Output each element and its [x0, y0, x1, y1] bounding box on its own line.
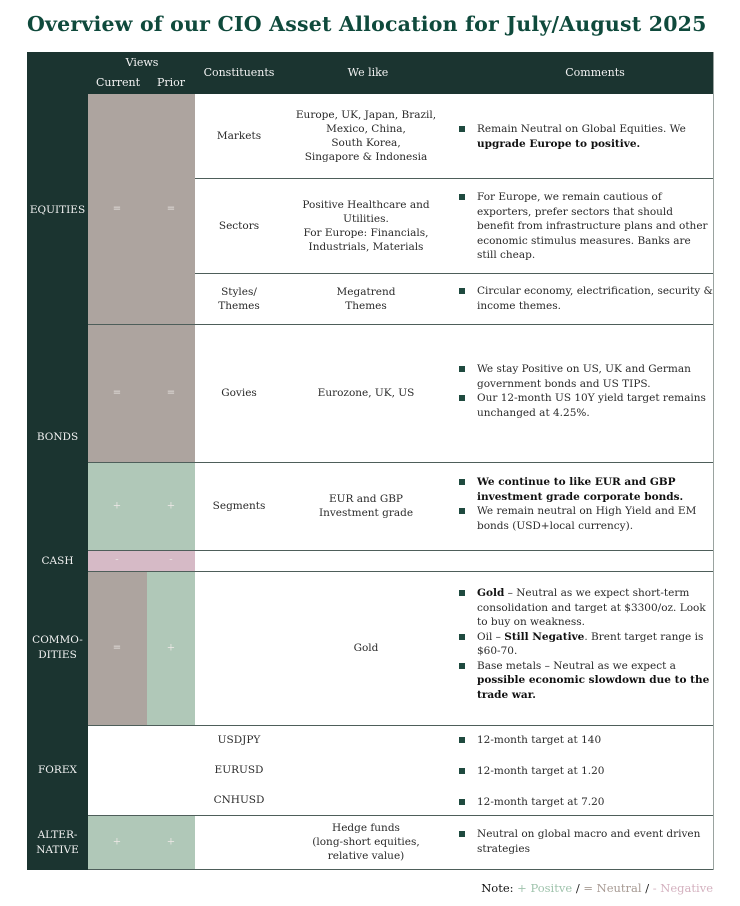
legend-note: [481, 881, 713, 895]
comment-bold-text: We continue to like EUR and GBP investment grade corporate bonds.: [477, 476, 684, 503]
note-negative: - Negative: [652, 881, 713, 895]
equities-prior-view: =: [166, 203, 176, 215]
comment-alternative: [455, 827, 713, 856]
constituent-styles-themes: [218, 285, 260, 313]
constituent-line: Styles/: [221, 286, 257, 298]
comment-text: Base metals – Neutral as we expect a: [477, 659, 676, 672]
we-like-line: (long-short equities,: [312, 836, 420, 848]
comment-bullet: [455, 733, 713, 748]
comment-bullet-oil: [455, 630, 713, 659]
comment-bullet: [455, 391, 713, 420]
forex-pair-usdjpy: USDJPY: [217, 734, 261, 746]
comment-text: Our 12-month US 10Y yield target remains unchanged at 4.25%.: [477, 392, 706, 419]
comment-bullet: [455, 122, 713, 151]
comment-bold-text: upgrade Europe to positive.: [477, 137, 641, 150]
comment-text: We stay Positive on US, UK and German government bonds and US TIPS.: [477, 363, 691, 390]
category-bonds: BONDS: [36, 431, 79, 443]
comment-text: 12-month target at 140: [477, 734, 602, 746]
header-views: Views: [125, 56, 159, 69]
commodities-prior-view: +: [166, 642, 176, 654]
constituent-line: Themes: [218, 300, 260, 312]
category-forex: FOREX: [38, 764, 77, 776]
comment-bullet: [455, 795, 713, 810]
comment-text: 12-month target at 7.20: [477, 796, 605, 808]
note-label: Note:: [481, 881, 514, 895]
category-alternative-line1: ALTER-: [37, 829, 78, 841]
we-like-line: Positive Healthcare and: [302, 199, 430, 211]
commodities-current-view: =: [112, 642, 122, 654]
we-like-line: Industrials, Materials: [308, 241, 424, 253]
header-comments: Comments: [565, 66, 625, 79]
we-like-alternative: [312, 821, 419, 863]
comment-bullet: [455, 764, 713, 779]
we-like-line: EUR and GBP: [328, 493, 403, 505]
constituent-markets: Markets: [216, 130, 262, 142]
note-separator: /: [641, 881, 653, 895]
segments-prior-view: +: [166, 500, 176, 512]
note-neutral: = Neutral: [583, 881, 642, 895]
comment-bullet: [455, 362, 713, 391]
comment-bullet: [455, 190, 713, 263]
we-like-line: Megatrend: [336, 286, 396, 298]
comment-forex-eurusd: [455, 764, 713, 779]
forex-pair-eurusd: EURUSD: [214, 764, 264, 776]
comment-bold-text: Gold: [477, 587, 505, 599]
comment-commodities: [455, 586, 713, 702]
comment-bullet-gold: [455, 586, 713, 630]
note-separator: /: [572, 881, 584, 895]
comment-markets: [455, 122, 713, 151]
comment-bullet-metals: [455, 659, 713, 703]
we-like-line: relative value): [327, 850, 405, 862]
we-like-styles: [337, 285, 396, 313]
we-like-markets: [296, 108, 436, 164]
comment-text: Remain Neutral on Global Equities. We: [477, 123, 686, 135]
comment-sectors: [455, 190, 713, 263]
comment-text: . Brent target range is $60-70.: [477, 630, 704, 657]
comment-bullet: [455, 504, 713, 533]
forex-pair-cnhusd: CNHUSD: [213, 794, 265, 806]
alternative-view-cell: [88, 815, 195, 870]
row-divider: [88, 571, 713, 572]
we-like-line: Singapore & Indonesia: [304, 151, 428, 163]
commodities-prior-cell: [147, 571, 195, 725]
comment-text: Neutral on global macro and event driven strategies: [477, 828, 701, 855]
comment-forex-usdjpy: [455, 733, 713, 748]
comment-text: 12-month target at 1.20: [477, 765, 605, 777]
we-like-line: Hedge funds: [332, 822, 400, 834]
header-current: Current: [95, 76, 141, 89]
category-commodities: [27, 633, 88, 663]
header-we-like: We like: [347, 66, 389, 79]
row-divider: [88, 550, 713, 551]
alternative-current-view: +: [112, 836, 122, 848]
comment-text: – Neutral as we expect short-term consolidation and target at $3300/oz. Look to buy on weakness.: [477, 587, 706, 628]
table-header: [27, 52, 713, 94]
comment-bullet: [455, 284, 713, 313]
we-like-sectors: [302, 198, 429, 254]
page-title: Overview of our CIO Asset Allocation for July/August 2025: [27, 12, 707, 36]
comment-bold-text: possible economic slowdown due to the trade war.: [477, 674, 710, 701]
comment-govies: [455, 362, 713, 420]
comment-styles: [455, 284, 713, 313]
cash-current-view: -: [115, 554, 119, 566]
equities-current-view: =: [112, 203, 122, 215]
we-like-govies: Eurozone, UK, US: [317, 387, 415, 399]
constituent-sectors: Sectors: [218, 220, 260, 232]
comment-text: Oil –: [477, 630, 505, 643]
row-divider: [88, 324, 713, 325]
cash-view-cell: [88, 550, 195, 571]
comment-bold-text: Still Negative: [504, 630, 585, 643]
category-alternative: [27, 828, 88, 858]
comment-forex-cnhusd: [455, 795, 713, 810]
comment-segments: [455, 475, 713, 533]
row-divider: [195, 273, 713, 274]
govies-prior-view: =: [166, 387, 176, 399]
row-divider: [88, 869, 713, 870]
note-positive: + Positve: [517, 881, 573, 895]
we-like-segments: [319, 492, 413, 520]
we-like-line: Europe, UK, Japan, Brazil,: [295, 109, 437, 121]
category-alternative-line2: NATIVE: [36, 844, 79, 856]
category-commodities-line1: COMMO-: [32, 634, 83, 646]
comment-bullet: [455, 475, 713, 504]
equities-view-cell: [88, 94, 195, 324]
category-cash: CASH: [41, 555, 74, 567]
commodities-current-cell: [88, 571, 147, 725]
comment-text: We remain neutral on High Yield and EM bonds (USD+local currency).: [477, 505, 697, 532]
comment-bullet: [455, 827, 713, 856]
header-prior: Prior: [156, 76, 186, 89]
alternative-prior-view: +: [166, 836, 176, 848]
govies-current-view: =: [112, 387, 122, 399]
we-like-line: Investment grade: [318, 507, 414, 519]
cash-prior-view: -: [169, 554, 173, 566]
row-divider: [88, 815, 713, 816]
category-commodities-line2: DITIES: [38, 649, 77, 661]
we-like-line: Themes: [345, 300, 387, 312]
we-like-line: South Korea,: [331, 137, 401, 149]
constituent-govies: Govies: [221, 387, 257, 399]
we-like-commodities: Gold: [353, 642, 379, 654]
category-equities: EQUITIES: [29, 204, 86, 216]
header-constituents: Constituents: [203, 66, 275, 79]
comment-text: Circular economy, electrification, security & income themes.: [477, 285, 713, 312]
row-divider: [88, 462, 713, 463]
allocation-table: [27, 52, 714, 870]
row-divider: [195, 178, 713, 179]
we-like-line: Utilities.: [343, 213, 389, 225]
row-divider: [88, 725, 713, 726]
segments-current-view: +: [112, 500, 122, 512]
segments-view-cell: [88, 462, 195, 550]
constituent-segments: Segments: [212, 500, 266, 512]
we-like-line: Mexico, China,: [326, 123, 406, 135]
we-like-line: For Europe: Financials,: [303, 227, 429, 239]
comment-text: For Europe, we remain cautious of exporters, prefer sectors that should benefit from infrastructure plans and other economic stimulus measures. Banks are still cheap.: [477, 191, 708, 261]
govies-view-cell: [88, 324, 195, 462]
